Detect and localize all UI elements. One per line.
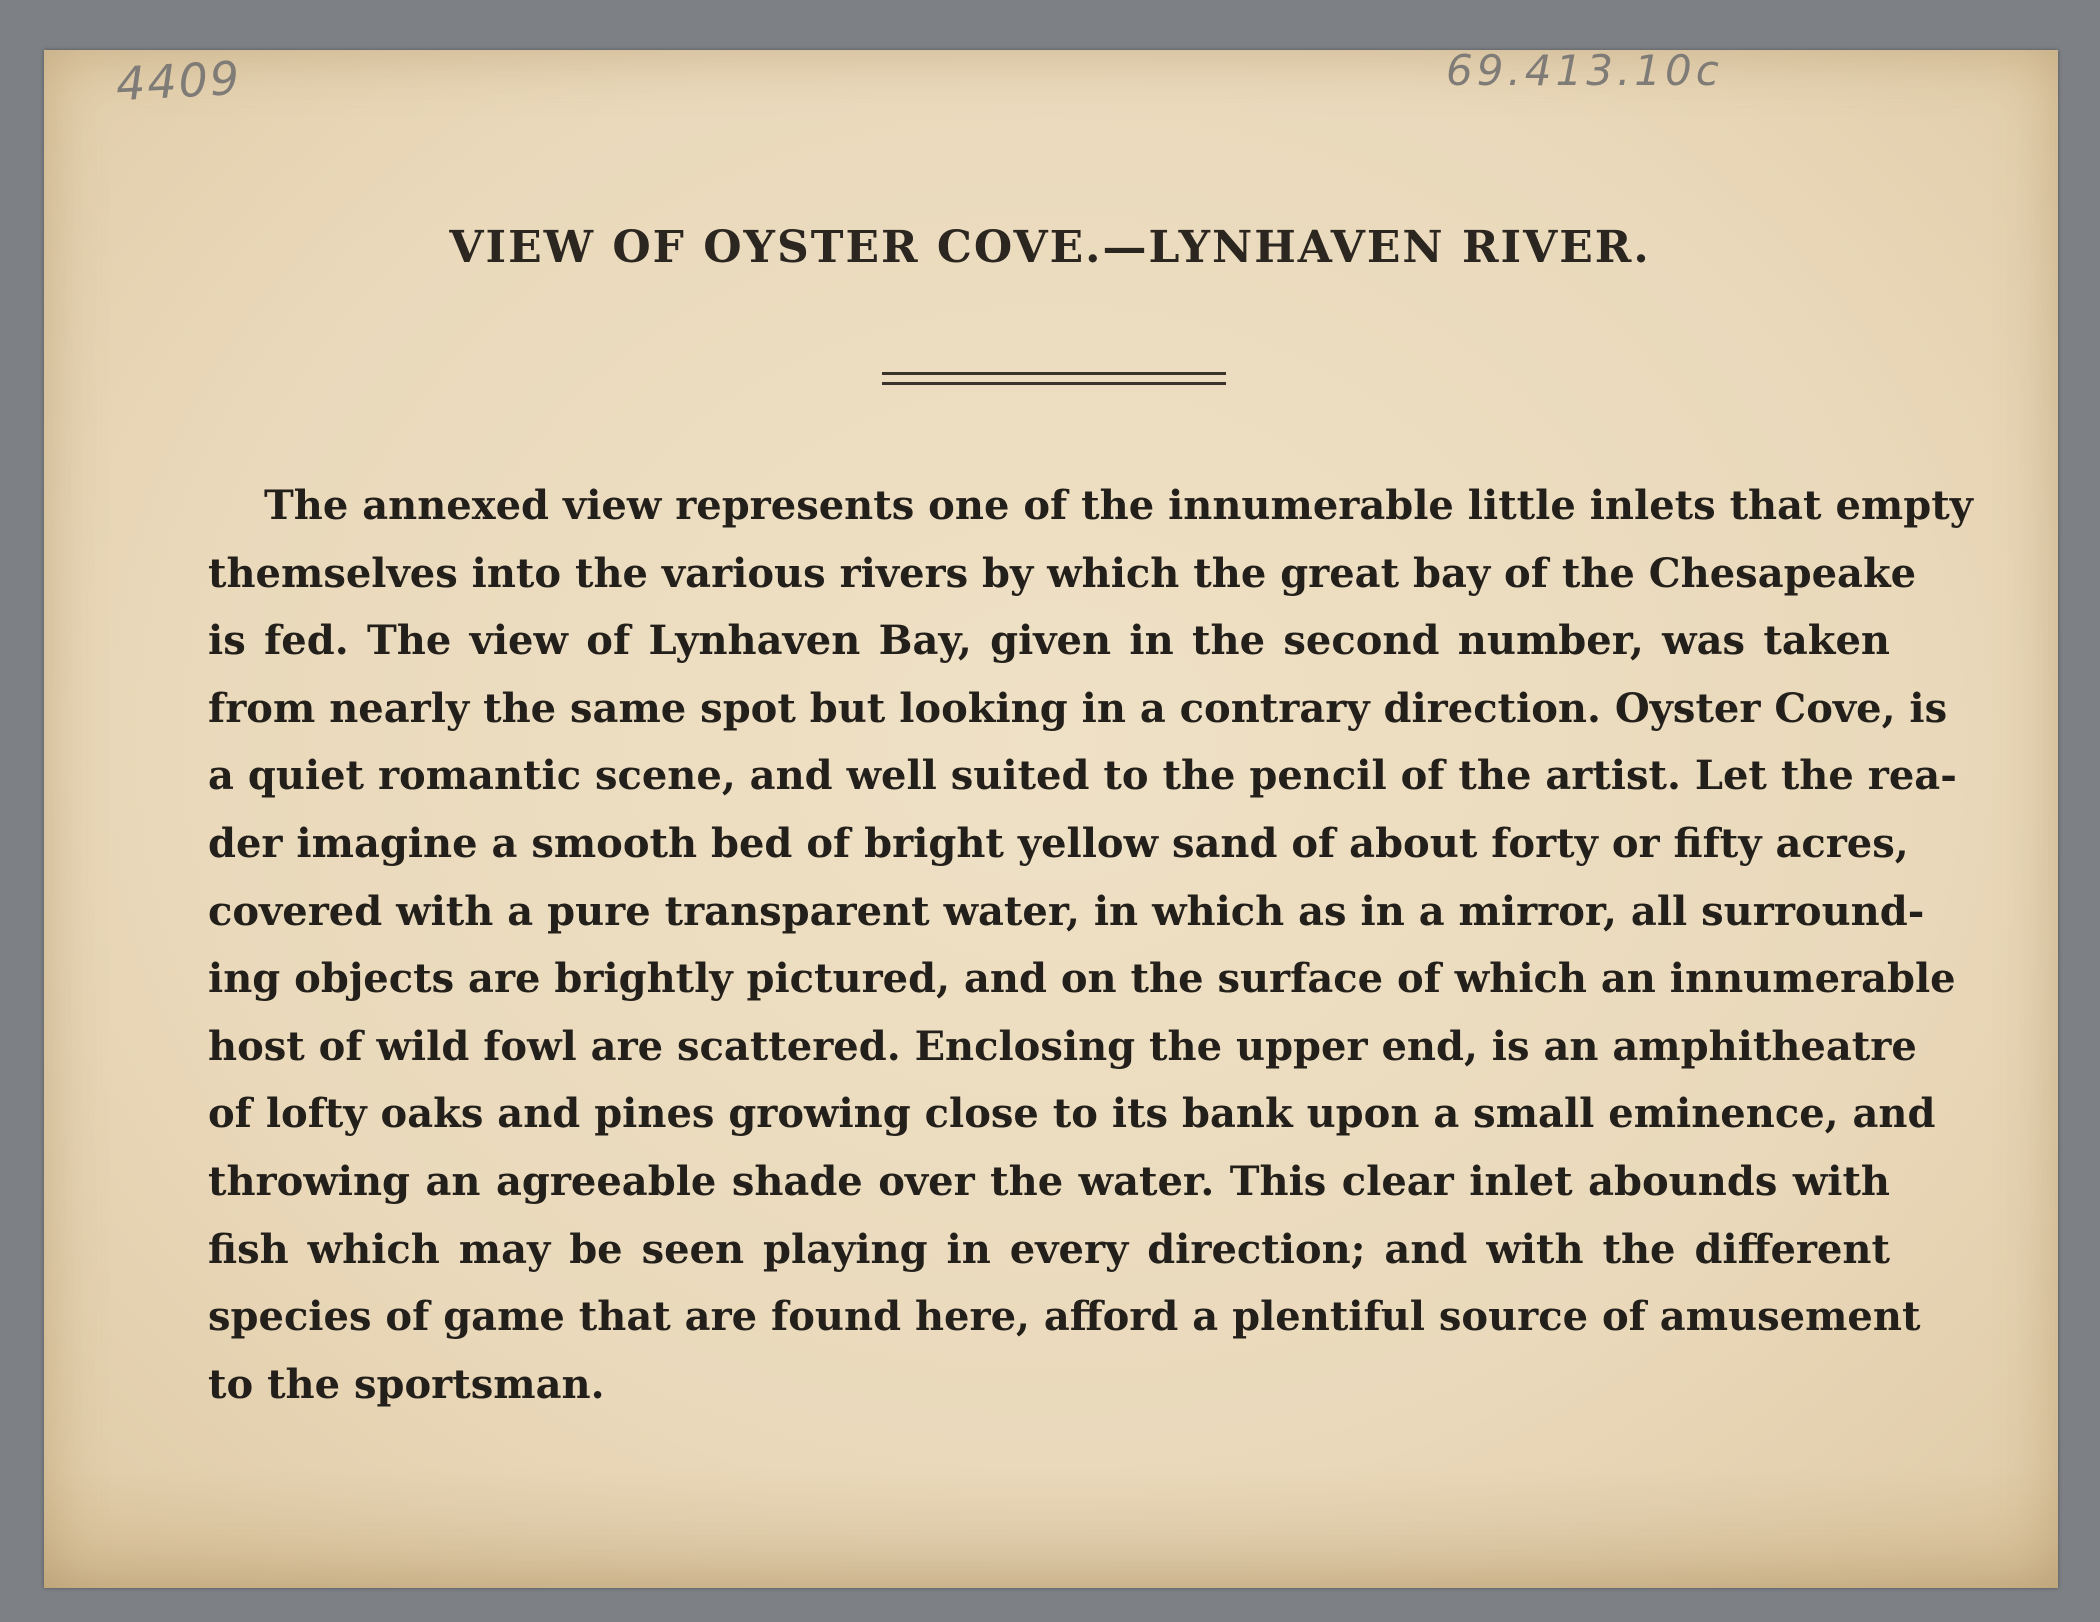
paragraph-line: to the sportsman. [208,1360,605,1408]
paragraph-line: The annexed view represents one of the innumerable little inlets that empty [264,482,1973,529]
paragraph-line: a quiet romantic scene, and well suited to the pencil of the artist. Let the rea- [208,752,1957,800]
paragraph-line: of lofty oaks and pines growing close to its bank upon a small eminence, and [208,1090,1936,1138]
body-paragraph [208,472,1973,1418]
paragraph-line: species of game that are found here, afford a plentiful source of amusement [208,1293,1921,1341]
paragraph-line: der imagine a smooth bed of bright yellow sand of about forty or fifty acres, [208,819,1909,867]
paragraph-line: from nearly the same spot but looking in a contrary direction. Oyster Cove, is [208,684,1948,732]
paragraph-line: is fed. The view of Lynhaven Bay, given in the second number, was taken [208,617,1890,665]
paragraph-line: fish which may be seen playing in every direction; and with the different [208,1225,1890,1273]
paragraph-line: throwing an agreeable shade over the water. This clear inlet abounds with [208,1157,1890,1205]
paragraph-line: host of wild fowl are scattered. Enclosing the upper end, is an amphitheatre [208,1022,1917,1070]
page-title: VIEW OF OYSTER COVE.—LYNHAVEN RIVER. [449,222,1651,273]
paragraph-line: covered with a pure transparent water, in which as in a mirror, all surround- [208,887,1925,935]
handwritten-number-left: 4409 [114,50,243,112]
handwritten-number-right: 69.413.10c [1446,46,1723,95]
title-rule-bottom [882,382,1226,385]
title-rule-top [882,372,1226,375]
paragraph-line: ing objects are brightly pictured, and on the surface of which an innumerable [208,955,1956,1003]
paragraph-line: themselves into the various rivers by which the great bay of the Chesapeake [208,549,1917,597]
